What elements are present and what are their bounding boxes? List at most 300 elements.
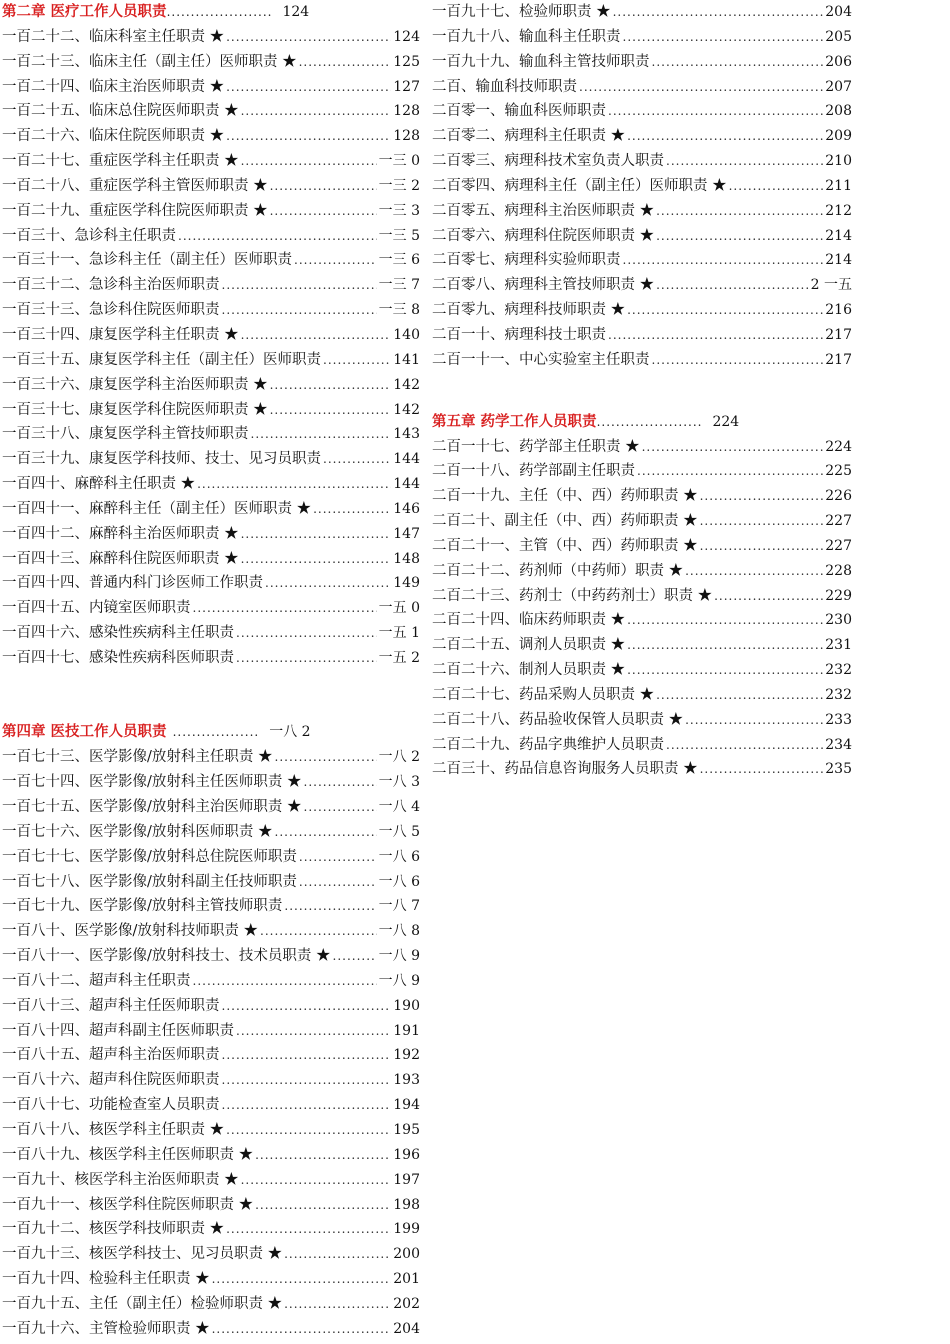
toc-entry-page-number: 一五 0: [378, 600, 420, 617]
chapter-page-number: 224: [712, 413, 740, 430]
leader-dots: [608, 323, 823, 348]
toc-entry-page-number: 一八 7: [378, 898, 420, 915]
leader-dots: [222, 1068, 392, 1093]
toc-entry-page-number: 229: [825, 587, 852, 604]
leader-dots: [313, 497, 391, 522]
toc-entry-title: 一百七十五、医学影像/放射科主治医师职责 ★: [2, 799, 302, 815]
toc-entry-title: 一百四十一、麻醉科主任（副主任）医师职责 ★: [2, 500, 312, 517]
toc-entry-page-number: 一五 1: [378, 625, 420, 642]
toc-entry[interactable]: [432, 224, 852, 249]
toc-entry-title: 二百二十、副主任（中、西）药师职责 ★: [432, 513, 698, 530]
toc-entry-title: 二百二十八、药品验收保管人员职责 ★: [432, 711, 684, 728]
toc-entry[interactable]: [432, 99, 852, 124]
toc-entry-title: 二百一十八、药学部副主任职责: [432, 463, 635, 480]
toc-entry-page-number: 一五 2: [378, 649, 420, 666]
toc-entry[interactable]: [432, 273, 852, 298]
toc-entry-page-number: 199: [393, 1221, 420, 1238]
toc-entry-title: 一百三十、急诊科主任职责: [2, 227, 176, 244]
leader-dots: [241, 1168, 392, 1193]
toc-entry[interactable]: [2, 1043, 420, 1068]
toc-entry[interactable]: [432, 435, 852, 460]
toc-entry-page-number: 200: [393, 1246, 420, 1263]
leader-dots: [579, 75, 823, 100]
toc-entry-title: 一百四十七、感染性疾病科医师职责: [2, 649, 234, 666]
toc-entry-page-number: 204: [393, 1320, 420, 1337]
toc-entry-page-number: 140: [393, 326, 420, 343]
toc-entry-title: 一百七十八、医学影像/放射科副主任技师职责: [2, 873, 297, 890]
toc-entry-title: 一百八十九、核医学科主任医师职责 ★: [2, 1146, 254, 1163]
toc-entry-page-number: 147: [393, 525, 420, 542]
toc-entry-page-number: 128: [393, 128, 420, 145]
leader-dots: [255, 1143, 391, 1168]
toc-entry-title: 一百七十六、医学影像/放射科医师职责 ★: [2, 823, 273, 840]
toc-entry-title: 二百一十七、药学部主任职责 ★: [432, 438, 640, 455]
toc-entry-page-number: 230: [825, 612, 852, 629]
toc-entry[interactable]: [432, 757, 852, 782]
toc-entry[interactable]: [432, 75, 852, 100]
leader-dots: [608, 99, 823, 124]
toc-entry-title: 一百三十四、康复医学科主任职责 ★: [2, 326, 239, 343]
toc-entry-page-number: 224: [825, 438, 852, 455]
leader-dots: [193, 596, 377, 621]
toc-list-chapter-2: [2, 25, 420, 671]
toc-entry[interactable]: [2, 1143, 420, 1168]
chapter-page-number: 一八 2: [269, 724, 311, 741]
toc-entry[interactable]: [2, 1217, 420, 1242]
leader-dots: [275, 820, 377, 845]
toc-entry-page-number: 217: [825, 351, 852, 368]
toc-entry-page-number: 209: [825, 128, 852, 145]
toc-entry[interactable]: [2, 596, 420, 621]
toc-entry-title: 二百二十六、制剂人员职责 ★: [432, 662, 626, 679]
toc-entry-page-number: 148: [393, 550, 420, 567]
toc-entry-page-number: 143: [393, 426, 420, 443]
toc-entry-page-number: 198: [393, 1196, 420, 1213]
leader-dots: [222, 1043, 392, 1068]
leader-dots: [284, 894, 376, 919]
toc-entry-page-number: 142: [393, 376, 420, 393]
toc-entry-page-number: 204: [825, 4, 852, 20]
toc-entry-title: 一百九十三、核医学科技士、见习员职责 ★: [2, 1246, 283, 1263]
toc-entry[interactable]: [2, 547, 420, 572]
toc-entry-title: 一百八十三、超声科主任医师职责: [2, 997, 220, 1014]
toc-entry[interactable]: [432, 149, 852, 174]
toc-entry-page-number: 一三 3: [378, 202, 420, 219]
toc-entry[interactable]: [2, 894, 420, 919]
toc-entry[interactable]: [2, 497, 420, 522]
toc-entry-title: 二百二十九、药品字典维护人员职责: [432, 736, 664, 753]
toc-entry[interactable]: [2, 149, 420, 174]
toc-entry[interactable]: [2, 571, 420, 596]
toc-entry-title: 一百四十二、麻醉科主治医师职责 ★: [2, 525, 239, 542]
toc-entry-title: 一百九十四、检验科主任职责 ★: [2, 1271, 210, 1288]
toc-entry[interactable]: [2, 1019, 420, 1044]
toc-right-column: [432, 0, 852, 782]
toc-entry-page-number: 142: [393, 401, 420, 418]
toc-entry-title: 二百零一、输血科医师职责: [432, 103, 606, 120]
chapter-title: 第四章 医技工作人员职责: [2, 723, 167, 741]
leader-dots: [284, 1292, 391, 1317]
toc-entry-page-number: 211: [825, 177, 852, 194]
toc-entry-page-number: 207: [825, 78, 852, 95]
leader-dots: [222, 1093, 392, 1118]
leader-dots: [226, 1118, 391, 1143]
toc-entry-page-number: 一三 7: [378, 277, 420, 294]
toc-entry[interactable]: [2, 870, 420, 895]
toc-entry[interactable]: [432, 733, 852, 758]
leader-dots: [226, 75, 391, 100]
leader-dots: [637, 459, 823, 484]
leader-dots: [642, 435, 824, 460]
leader-dots: [623, 248, 824, 273]
toc-entry-title: 一百四十六、感染性疾病科主任职责: [2, 625, 234, 642]
toc-entry[interactable]: [2, 323, 420, 348]
toc-entry-page-number: 2 一五: [810, 277, 852, 294]
toc-entry-title: 一百三十一、急诊科主任（副主任）医师职责: [2, 252, 292, 269]
toc-entry-page-number: 191: [393, 1022, 420, 1039]
toc-list-chapter-4-continued: [432, 0, 852, 373]
toc-entry-page-number: 201: [393, 1271, 420, 1288]
toc-entry[interactable]: [432, 633, 852, 658]
leader-dots: [685, 559, 823, 584]
toc-entry-page-number: 206: [825, 53, 852, 70]
toc-entry-page-number: 214: [825, 252, 852, 269]
toc-entry-title: 一百八十七、功能检查室人员职责: [2, 1097, 220, 1114]
leader-dots: [627, 608, 823, 633]
toc-entry-title: 一百二十二、临床科室主任职责 ★: [2, 28, 225, 45]
leader-dots: [627, 633, 823, 658]
toc-entry-page-number: 208: [825, 103, 852, 120]
toc-entry-title: 二百零九、病理科技师职责 ★: [432, 302, 626, 319]
toc-entry-page-number: 一三 8: [378, 302, 420, 319]
toc-entry-page-number: 227: [825, 513, 852, 530]
toc-entry-page-number: 232: [825, 686, 852, 703]
toc-entry[interactable]: [432, 348, 852, 373]
toc-entry-title: 一百四十四、普通内科门诊医师工作职责: [2, 575, 263, 592]
toc-entry-title: 二百零七、病理科实验师职责: [432, 252, 621, 269]
toc-entry-title: 一百九十五、主任（副主任）检验师职责 ★: [2, 1295, 283, 1312]
toc-entry-title: 一百九十七、检验师职责 ★: [432, 4, 611, 20]
leader-dots: [226, 25, 391, 50]
toc-entry-page-number: 205: [825, 28, 852, 45]
chapter-leader-dots: ......................: [596, 414, 703, 429]
leader-dots: [241, 522, 392, 547]
toc-entry-title: 二百零五、病理科主治医师职责 ★: [432, 202, 655, 219]
leader-dots: [299, 845, 377, 870]
toc-entry-title: 一百九十六、主管检验师职责 ★: [2, 1320, 210, 1337]
chapter-title: 第五章 药学工作人员职责: [432, 412, 597, 430]
toc-entry-title: 一百八十、医学影像/放射科技师职责 ★: [2, 923, 258, 940]
toc-entry-title: 一百三十六、康复医学科主治医师职责 ★: [2, 376, 268, 393]
toc-entry-page-number: 212: [825, 202, 852, 219]
toc-entry[interactable]: [2, 770, 420, 795]
toc-entry[interactable]: [432, 658, 852, 683]
leader-dots: [666, 149, 823, 174]
toc-entry[interactable]: [2, 820, 420, 845]
leader-dots: [226, 124, 391, 149]
leader-dots: [652, 50, 824, 75]
toc-entry-page-number: 193: [393, 1072, 420, 1089]
toc-entry[interactable]: [432, 584, 852, 609]
toc-entry-title: 一百四十、麻醉科主任职责 ★: [2, 476, 196, 493]
toc-entry-title: 二百一十一、中心实验室主任职责: [432, 351, 650, 368]
toc-entry-title: 一百三十八、康复医学科主管技师职责: [2, 426, 249, 443]
toc-entry-title: 一百八十八、核医学科主任职责 ★: [2, 1121, 225, 1138]
toc-entry[interactable]: [432, 50, 852, 75]
toc-entry-page-number: 144: [393, 476, 420, 493]
toc-left-column: [2, 0, 420, 1342]
toc-entry[interactable]: [2, 1068, 420, 1093]
chapter-leader-dots: ..................: [172, 725, 260, 740]
leader-dots: [236, 1019, 391, 1044]
leader-dots: [627, 658, 823, 683]
toc-entry-title: 二百三十、药品信息咨询服务人员职责 ★: [432, 761, 698, 778]
leader-dots: [333, 944, 377, 969]
toc-entry[interactable]: [2, 1267, 420, 1292]
toc-entry[interactable]: [432, 459, 852, 484]
toc-entry-title: 二百、输血科技师职责: [432, 78, 577, 95]
toc-entry[interactable]: [2, 1193, 420, 1218]
toc-entry[interactable]: [2, 1093, 420, 1118]
leader-dots: [304, 795, 377, 820]
toc-entry-page-number: 一八 9: [378, 948, 420, 965]
leader-dots: [685, 708, 823, 733]
toc-entry-title: 一百七十三、医学影像/放射科主任职责 ★: [2, 749, 273, 766]
toc-entry[interactable]: [2, 422, 420, 447]
toc-entry[interactable]: [432, 708, 852, 733]
toc-entry[interactable]: [432, 174, 852, 199]
leader-dots: [270, 174, 377, 199]
toc-entry[interactable]: [432, 484, 852, 509]
toc-entry[interactable]: [2, 99, 420, 124]
toc-entry-page-number: 127: [393, 78, 420, 95]
toc-entry-title: 二百零六、病理科住院医师职责 ★: [432, 227, 655, 244]
toc-entry-title: 一百二十四、临床主治医师职责 ★: [2, 78, 225, 95]
toc-entry-page-number: 一三 5: [378, 227, 420, 244]
toc-entry-title: 一百二十六、临床住院医师职责 ★: [2, 128, 225, 145]
toc-entry[interactable]: [2, 348, 420, 373]
toc-entry-title: 一百三十二、急诊科主治医师职责: [2, 277, 220, 294]
leader-dots: [700, 484, 824, 509]
toc-entry-page-number: 214: [825, 227, 852, 244]
toc-entry[interactable]: [2, 124, 420, 149]
toc-entry[interactable]: [432, 124, 852, 149]
chapter-heading[interactable]: [432, 410, 852, 435]
toc-entry[interactable]: [2, 646, 420, 671]
toc-entry-title: 一百九十八、输血科主任职责: [432, 28, 621, 45]
toc-entry[interactable]: [2, 75, 420, 100]
toc-entry[interactable]: [2, 373, 420, 398]
toc-entry-page-number: 一三 2: [378, 177, 420, 194]
toc-entry-title: 一百九十二、核医学科技师职责 ★: [2, 1221, 225, 1238]
toc-entry[interactable]: [2, 1242, 420, 1267]
leader-dots: [260, 919, 377, 944]
toc-entry-title: 二百二十一、主管（中、西）药师职责 ★: [432, 537, 698, 554]
toc-entry[interactable]: [2, 1317, 420, 1342]
toc-entry[interactable]: [432, 25, 852, 50]
toc-entry-title: 一百八十五、超声科主治医师职责: [2, 1047, 220, 1064]
toc-entry-page-number: 226: [825, 488, 852, 505]
leader-dots: [299, 50, 392, 75]
toc-entry-page-number: 194: [393, 1097, 420, 1114]
toc-entry[interactable]: [2, 50, 420, 75]
toc-entry-page-number: 一三 0: [378, 153, 420, 170]
toc-entry[interactable]: [2, 248, 420, 273]
leader-dots: [270, 199, 377, 224]
leader-dots: [193, 969, 377, 994]
toc-entry-page-number: 一八 5: [378, 823, 420, 840]
toc-entry-title: 二百一十、病理科技士职责: [432, 326, 606, 343]
leader-dots: [236, 646, 377, 671]
leader-dots: [212, 1317, 392, 1342]
toc-entry[interactable]: [2, 273, 420, 298]
toc-entry-page-number: 233: [825, 711, 852, 728]
toc-entry-title: 一百八十一、医学影像/放射科技士、技术员职责 ★: [2, 948, 331, 965]
toc-entry[interactable]: [2, 224, 420, 249]
toc-entry[interactable]: [432, 683, 852, 708]
toc-entry-title: 一百八十六、超声科住院医师职责: [2, 1072, 220, 1089]
toc-entry-page-number: 一八 8: [378, 923, 420, 940]
toc-entry[interactable]: [2, 919, 420, 944]
toc-entry[interactable]: [2, 845, 420, 870]
leader-dots: [222, 994, 392, 1019]
leader-dots: [241, 149, 377, 174]
leader-dots: [623, 25, 824, 50]
toc-entry-page-number: 197: [393, 1171, 420, 1188]
toc-entry[interactable]: [2, 25, 420, 50]
leader-dots: [627, 124, 823, 149]
toc-entry-page-number: 202: [393, 1295, 420, 1312]
toc-entry[interactable]: [432, 608, 852, 633]
toc-entry[interactable]: [2, 795, 420, 820]
chapter-heading[interactable]: [2, 0, 420, 25]
toc-entry-title: 一百三十九、康复医学科技师、技士、见习员职责: [2, 451, 321, 468]
toc-entry-title: 一百八十二、超声科主任职责: [2, 972, 191, 989]
leader-dots: [197, 472, 391, 497]
toc-entry[interactable]: [2, 994, 420, 1019]
leader-dots: [212, 1267, 392, 1292]
toc-entry-title: 一百八十四、超声科副主任医师职责: [2, 1022, 234, 1039]
toc-entry-title: 一百三十三、急诊科住院医师职责: [2, 302, 220, 319]
toc-entry-title: 一百九十一、核医学科住院医师职责 ★: [2, 1196, 254, 1213]
chapter-title: 第二章 医疗工作人员职责: [2, 3, 167, 20]
leader-dots: [652, 348, 824, 373]
toc-entry-title: 一百九十九、输血科主管技师职责: [432, 53, 650, 70]
leader-dots: [656, 224, 823, 249]
toc-entry-title: 一百七十九、医学影像/放射科主管技师职责: [2, 898, 283, 915]
chapter-heading[interactable]: [2, 720, 420, 745]
toc-entry-title: 一百七十七、医学影像/放射科总住院医师职责: [2, 848, 297, 865]
toc-entry[interactable]: [432, 323, 852, 348]
leader-dots: [178, 224, 377, 249]
leader-dots: [270, 373, 392, 398]
leader-dots: [666, 733, 823, 758]
toc-entry-page-number: 146: [393, 500, 420, 517]
toc-entry-page-number: 144: [393, 451, 420, 468]
toc-entry-title: 一百二十九、重症医学科住院医师职责 ★: [2, 202, 268, 219]
toc-entry[interactable]: [2, 621, 420, 646]
toc-entry-title: 一百三十五、康复医学科主任（副主任）医师职责: [2, 351, 321, 368]
toc-entry-page-number: 125: [393, 53, 420, 70]
toc-entry-page-number: 124: [393, 28, 420, 45]
toc-entry[interactable]: [2, 174, 420, 199]
leader-dots: [613, 0, 824, 25]
leader-dots: [656, 199, 823, 224]
leader-dots: [241, 323, 392, 348]
toc-entry-page-number: 一八 9: [378, 972, 420, 989]
toc-entry[interactable]: [2, 969, 420, 994]
toc-entry-page-number: 128: [393, 103, 420, 120]
leader-dots: [241, 99, 392, 124]
toc-entry[interactable]: [2, 1168, 420, 1193]
toc-entry-title: 一百二十五、临床总住院医师职责 ★: [2, 103, 239, 120]
toc-entry[interactable]: [2, 199, 420, 224]
toc-entry-title: 二百零三、病理科技术室负责人职责: [432, 153, 664, 170]
toc-entry[interactable]: [2, 745, 420, 770]
toc-entry[interactable]: [2, 522, 420, 547]
chapter-leader-dots: ......................: [166, 5, 273, 19]
leader-dots: [265, 571, 391, 596]
toc-entry-title: 二百二十三、药剂士（中药药剂士）职责 ★: [432, 587, 713, 604]
toc-entry[interactable]: [432, 0, 852, 25]
toc-entry[interactable]: [432, 248, 852, 273]
leader-dots: [284, 1242, 391, 1267]
leader-dots: [251, 422, 392, 447]
leader-dots: [275, 745, 377, 770]
toc-entry-page-number: 一八 6: [378, 873, 420, 890]
toc-entry[interactable]: [2, 447, 420, 472]
leader-dots: [299, 870, 377, 895]
toc-entry-title: 二百二十七、药品采购人员职责 ★: [432, 686, 655, 703]
toc-entry[interactable]: [432, 199, 852, 224]
toc-entry[interactable]: [2, 398, 420, 423]
toc-entry-title: 一百二十八、重症医学科主管医师职责 ★: [2, 177, 268, 194]
toc-entry-page-number: 一八 6: [378, 848, 420, 865]
leader-dots: [222, 273, 377, 298]
toc-entry-page-number: 227: [825, 537, 852, 554]
toc-entry[interactable]: [432, 534, 852, 559]
toc-entry[interactable]: [432, 298, 852, 323]
toc-entry-page-number: 190: [393, 997, 420, 1014]
toc-entry[interactable]: [2, 1292, 420, 1317]
toc-entry-page-number: 232: [825, 662, 852, 679]
chapter-page-number: 124: [282, 4, 310, 20]
toc-list-chapter-4: [2, 745, 420, 1341]
toc-entry-title: 一百七十四、医学影像/放射科主任医师职责 ★: [2, 774, 302, 791]
toc-entry[interactable]: [2, 472, 420, 497]
toc-entry-page-number: 141: [393, 351, 420, 368]
toc-entry-title: 一百四十五、内镜室医师职责: [2, 600, 191, 617]
leader-dots: [226, 1217, 391, 1242]
toc-entry[interactable]: [432, 509, 852, 534]
toc-entry[interactable]: [2, 944, 420, 969]
toc-entry-page-number: 217: [825, 326, 852, 343]
toc-entry-page-number: 228: [825, 562, 852, 579]
toc-list-chapter-5: [432, 435, 852, 783]
toc-entry-page-number: 一八 2: [378, 749, 420, 766]
toc-entry-title: 二百二十二、药剂师（中药师）职责 ★: [432, 562, 684, 579]
toc-entry-page-number: 192: [393, 1047, 420, 1064]
leader-dots: [700, 757, 824, 782]
leader-dots: [729, 174, 824, 199]
toc-entry-title: 一百九十、核医学科主治医师职责 ★: [2, 1171, 239, 1188]
toc-entry[interactable]: [432, 559, 852, 584]
leader-dots: [255, 1193, 391, 1218]
toc-entry[interactable]: [2, 1118, 420, 1143]
leader-dots: [294, 248, 377, 273]
toc-entry-page-number: 195: [393, 1121, 420, 1138]
toc-entry[interactable]: [2, 298, 420, 323]
